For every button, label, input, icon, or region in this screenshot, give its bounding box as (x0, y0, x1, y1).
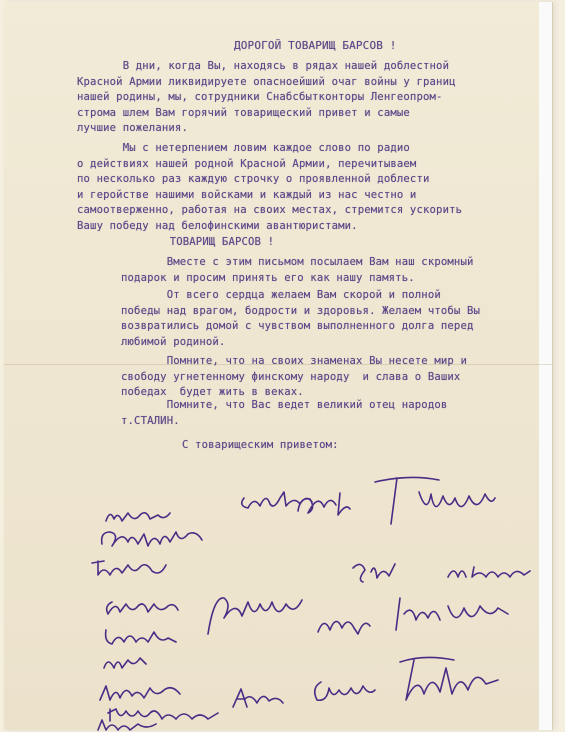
signature-19 (309, 676, 379, 706)
signature-2 (98, 526, 208, 552)
scan-margin (539, 2, 552, 730)
signature-8 (444, 561, 534, 583)
paragraph-6: Помните, что Вас ведет великий отец народов т.СТАЛИН. (121, 399, 448, 427)
signature-6 (369, 472, 499, 532)
signature-13 (394, 590, 514, 636)
letter-sheet (4, 2, 552, 730)
paragraph-4: От всего сердца желаем Вам скорой и полной победы над врагом, бодрости и здоровья. Желаем чтобы Вы возвратились домой с чувством выполненного долга перед любимой родиной. (121, 289, 481, 348)
paragraph-2: Мы с нетерпением ловим каждое слово по радио о действиях нашей родной Красной Армии, перечитываем по несколько раз каждую строчку о проявленной доблести и геройстве нашими войсками и каждый из нас честно и самоотверженно, работая на своих местах, стремится ускорить Вашу победу над белофинскими авантюристами. (77, 142, 463, 232)
signature-10 (102, 626, 182, 648)
signature-11 (202, 590, 312, 640)
signature-18 (229, 685, 289, 711)
signature-9 (102, 596, 182, 618)
paragraph-3: Вместе с этим письмом посылаем Вам наш скромный подарок и просим принять его как нашу память. (121, 256, 474, 284)
signature-3 (90, 557, 170, 581)
signature-20 (394, 654, 504, 706)
heading-2: ТОВАРИЩ БАРСОВ ! (124, 236, 275, 248)
signature-15 (96, 680, 186, 704)
closing-line: С товарищеским приветом: (182, 439, 339, 451)
paragraph-5: Помните, что на своих знаменах Вы несете мир и свободу угнетенному финскому народу и слава о Ваших победах будет жить в веках. (121, 355, 467, 399)
paragraph-1: В дни, когда Вы, находясь в рядах нашей доблестной Красной Армии ликвидируете опасноейший очаг войны у границ нашей родины, мы, сотрудники Снабсбытконторы Ленгеопром- строма шлем Вам горячий товарищеский привет и самые лучшие пожелания. (77, 60, 456, 135)
signature-1 (104, 507, 174, 527)
signature-12 (314, 608, 374, 638)
signature-7 (349, 558, 399, 586)
letter-heading: ДОРОГОЙ ТОВАРИЩ БАРСОВ ! (234, 39, 397, 52)
signature-5 (294, 489, 354, 519)
signature-14 (100, 650, 150, 672)
